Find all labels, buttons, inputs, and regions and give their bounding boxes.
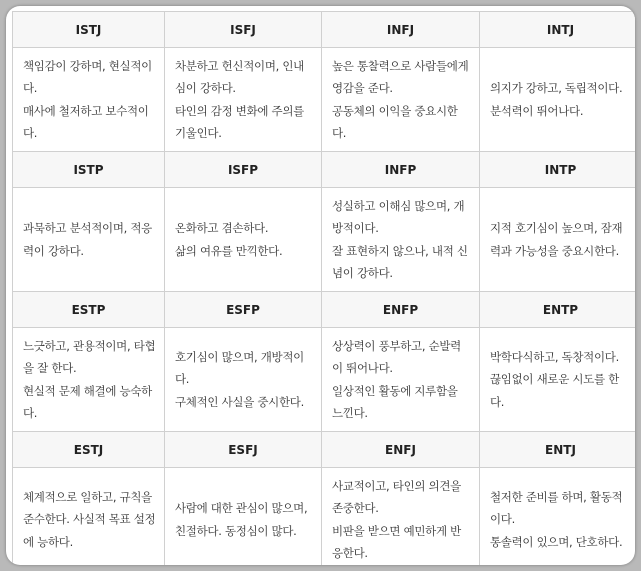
description-text: 사람에 대한 관심이 많으며, 친절하다. 동정심이 많다. bbox=[175, 501, 308, 538]
type-header-row bbox=[13, 292, 636, 328]
type-name-cell: ISFP bbox=[165, 152, 322, 188]
type-description-cell bbox=[13, 468, 165, 566]
description-text: 박학다식하고, 독창적이다. bbox=[490, 349, 619, 364]
type-description-cell bbox=[165, 468, 322, 566]
type-description-cell bbox=[13, 48, 165, 152]
description-text: 타인의 감정 변화에 주의를 기울인다. bbox=[175, 103, 304, 140]
description-text: 철저한 준비를 하며, 활동적이다. bbox=[490, 489, 623, 527]
type-header-row bbox=[13, 152, 636, 188]
type-name-cell: INTJ bbox=[480, 12, 636, 48]
type-description-row bbox=[13, 328, 636, 432]
type-description-cell bbox=[165, 188, 322, 292]
description-text: 구체적인 사실을 중시한다. bbox=[175, 394, 304, 409]
description-text: 호기심이 많으며, 개방적이다. bbox=[175, 349, 304, 387]
type-description-cell bbox=[165, 48, 322, 152]
type-description-cell bbox=[480, 328, 636, 432]
description-text: 성실하고 이해심 많으며, 개방적이다. bbox=[332, 198, 465, 235]
type-name-cell: ENFJ bbox=[322, 432, 480, 468]
description-text: 매사에 철저하고 보수적이다. bbox=[23, 103, 149, 140]
type-description-cell bbox=[322, 468, 480, 566]
description-text: 온화하고 겸손하다. bbox=[175, 221, 269, 235]
type-description-cell bbox=[480, 188, 636, 292]
type-name-cell: ENTJ bbox=[480, 432, 636, 468]
type-name-cell: ISFJ bbox=[165, 12, 322, 48]
type-description-row bbox=[13, 188, 636, 292]
type-name-cell: ISTJ bbox=[13, 12, 165, 48]
description-text: 책임감이 강하며, 현실적이다. bbox=[23, 58, 152, 95]
description-text: 과묵하고 분석적이며, 적응력이 강하다. bbox=[23, 221, 152, 258]
description-text: 삶의 여유를 만끽한다. bbox=[175, 243, 283, 258]
type-name-cell: ENTP bbox=[480, 292, 636, 328]
type-name-cell: ENFP bbox=[322, 292, 480, 328]
type-name-cell: INFJ bbox=[322, 12, 480, 48]
description-text: 일상적인 활동에 지루함을 느낀다. bbox=[332, 383, 458, 420]
description-text: 분석력이 뛰어나다. bbox=[490, 103, 584, 118]
description-text: 체계적으로 일하고, 규칙을 준수한다. 사실적 목표 설정에 능하다. bbox=[23, 489, 156, 549]
mbti-type-table bbox=[12, 11, 635, 565]
description-text: 잘 표현하지 않으나, 내적 신념이 강하다. bbox=[332, 243, 468, 280]
type-name-cell: INTP bbox=[480, 152, 636, 188]
description-text: 느긋하고, 관용적이며, 타협을 잘 한다. bbox=[23, 338, 156, 375]
type-description-cell bbox=[322, 188, 480, 292]
type-header-row bbox=[13, 12, 636, 48]
type-description-row bbox=[13, 48, 636, 152]
type-description-cell bbox=[13, 328, 165, 432]
type-name-cell: ESTJ bbox=[13, 432, 165, 468]
description-text: 공동체의 이익을 중요시한다. bbox=[332, 103, 458, 140]
type-description-cell bbox=[322, 48, 480, 152]
description-text: 높은 통찰력으로 사람들에게 영감을 준다. bbox=[332, 58, 469, 95]
mbti-table-frame bbox=[6, 6, 635, 565]
description-text: 지적 호기심이 높으며, 잠재력과 가능성을 중요시한다. bbox=[490, 221, 623, 258]
type-description-cell bbox=[165, 328, 322, 432]
description-text: 비판을 받으면 예민하게 반응한다. bbox=[332, 523, 461, 560]
type-description-cell bbox=[322, 328, 480, 432]
description-text: 상상력이 풍부하고, 순발력이 뛰어나다. bbox=[332, 338, 461, 375]
description-text: 끊임없이 새로운 시도를 한다. bbox=[490, 372, 619, 409]
type-header-row bbox=[13, 432, 636, 468]
type-name-cell: ESFJ bbox=[165, 432, 322, 468]
type-name-cell: ESTP bbox=[13, 292, 165, 328]
type-description-cell bbox=[13, 188, 165, 292]
type-description-cell bbox=[480, 468, 636, 566]
type-name-cell: ESFP bbox=[165, 292, 322, 328]
description-text: 사교적이고, 타인의 의견을 존중한다. bbox=[332, 478, 461, 515]
type-name-cell: ISTP bbox=[13, 152, 165, 188]
type-description-row bbox=[13, 468, 636, 566]
description-text: 통솔력이 있으며, 단호하다. bbox=[490, 534, 623, 549]
type-name-cell: INFP bbox=[322, 152, 480, 188]
description-text: 현실적 문제 해결에 능숙하다. bbox=[23, 383, 152, 420]
description-text: 의지가 강하고, 독립적이다. bbox=[490, 81, 623, 95]
description-text: 차분하고 헌신적이며, 인내심이 강하다. bbox=[175, 58, 304, 95]
type-description-cell bbox=[480, 48, 636, 152]
